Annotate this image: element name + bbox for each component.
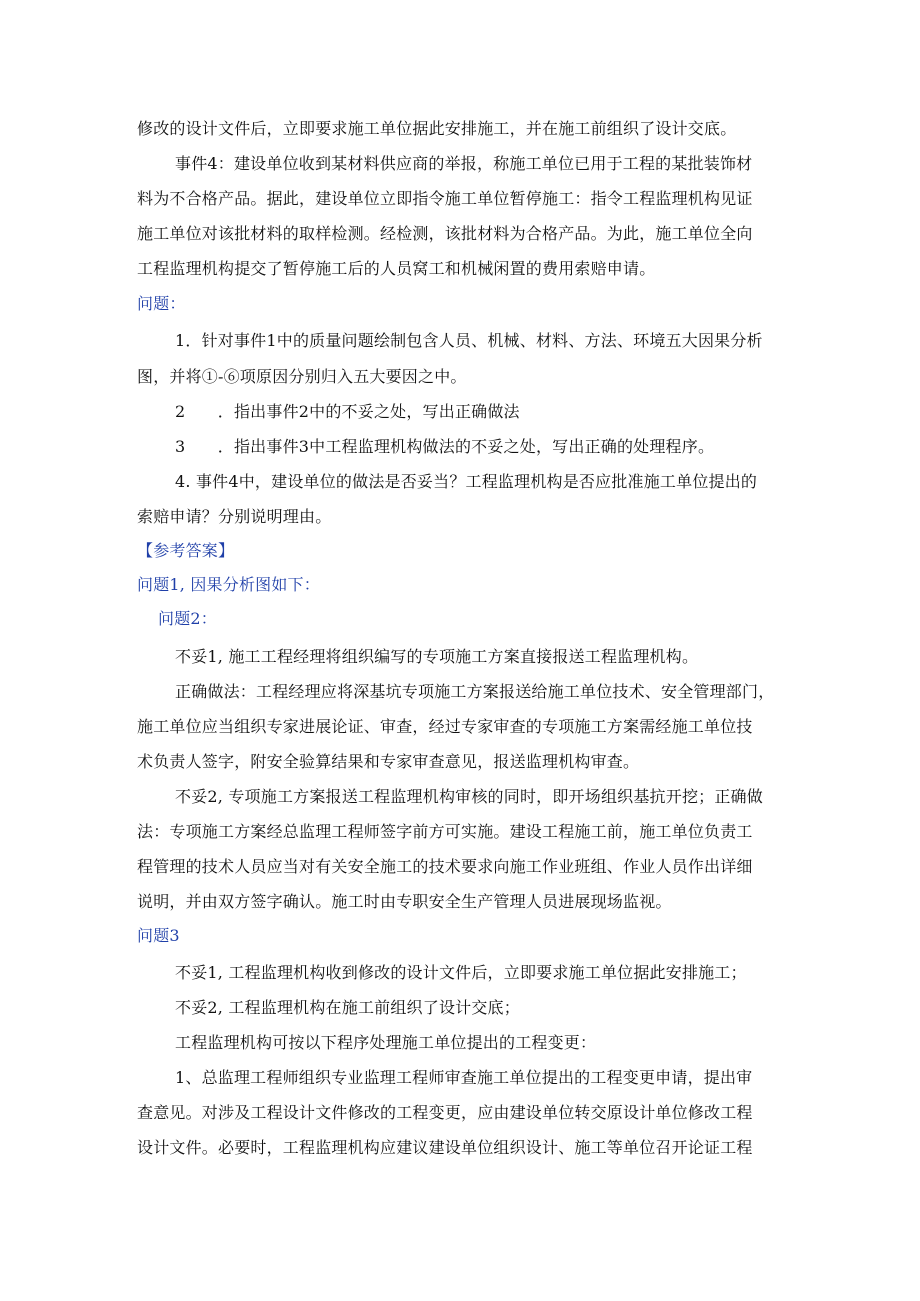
text-line: 工程监理机构提交了暂停施工后的人员窝工和机械闲置的费用索赔申请。	[137, 259, 656, 278]
text-line: 法：专项施工方案经总监理工程师签字前方可实施。建设工程施工前，施工单位负责工	[137, 822, 753, 841]
section-heading: 问题：	[137, 294, 186, 313]
text-line: 不妥1, 工程监理机构收到修改的设计文件后，立即要求施工单位据此安排施工；	[175, 963, 747, 982]
text-line: 正确做法：工程经理应将深基坑专项施工方案报送给施工单位技术、安全管理部门，	[175, 682, 775, 701]
text-line: 施工单位应当组织专家进展论证、审查，经过专家审查的专项施工方案需经施工单位技	[137, 717, 753, 736]
text-line: 设计文件。必要时，工程监理机构应建议建设单位组织设计、施工等单位召开论证工程	[137, 1138, 753, 1157]
section-heading: 问题3	[137, 926, 180, 945]
text-line: 不妥1, 施工工程经理将组织编写的专项施工方案直接报送工程监理机构。	[175, 647, 699, 666]
text-line: 查意见。对涉及工程设计文件修改的工程变更，应由建设单位转交原设计单位修改工程	[137, 1103, 753, 1122]
text-line: 不妥2, 专项施工方案报送工程监理机构审核的同时，即开场组织基抗开挖；正确做	[175, 787, 763, 806]
text-line: 料为不合格产品。据此，建设单位立即指令施工单位暂停施工：指令工程监理机构见证	[137, 189, 753, 208]
text-line: 事件4：建设单位收到某材料供应商的举报，称施工单位已用于工程的某批装饰材	[175, 154, 753, 173]
text-line: 术负责人签字，附安全验算结果和专家审查意见，报送监理机构审查。	[137, 752, 640, 771]
text-line: 程管理的技术人员应当对有关安全施工的技术要求向施工作业班组、作业人员作出详细	[137, 857, 753, 876]
text-line: 1．针对事件1中的质量问题绘制包含人员、机械、材料、方法、环境五大因果分析	[175, 331, 763, 350]
text-line: 施工单位对该批材料的取样检测。经检测，该批材料为合格产品。为此，施工单位全向	[137, 224, 753, 243]
text-line: 2 ．指出事件2中的不妥之处，写出正确做法	[175, 402, 520, 421]
text-line: 1、总监理工程师组织专业监理工程师审查施工单位提出的工程变更申请，提出审	[175, 1068, 753, 1087]
section-heading: 问题2：	[158, 609, 217, 628]
text-line: 工程监理机构可按以下程序处理施工单位提出的工程变更：	[175, 1033, 597, 1052]
text-line: 说明，并由双方签字确认。施工时由专职安全生产管理人员进展现场监视。	[137, 892, 672, 911]
text-line: 修改的设计文件后，立即要求施工单位据此安排施工，并在施工前组织了设计交底。	[137, 119, 737, 138]
section-heading: 【参考答案】	[137, 541, 235, 560]
text-line: 3 ．指出事件3中工程监理机构做法的不妥之处，写出正确的处理程序。	[175, 437, 715, 456]
text-line: 不妥2, 工程监理机构在施工前组织了设计交底；	[175, 998, 520, 1017]
text-line: 4. 事件4中，建设单位的做法是否妥当？工程监理机构是否应批准施工单位提出的	[175, 472, 758, 491]
text-line: 图，并将①-⑥项原因分别归入五大要因之中。	[137, 367, 467, 386]
text-line: 索赔申请？分别说明理由。	[137, 507, 332, 526]
section-heading: 问题1, 因果分析图如下：	[137, 575, 320, 594]
